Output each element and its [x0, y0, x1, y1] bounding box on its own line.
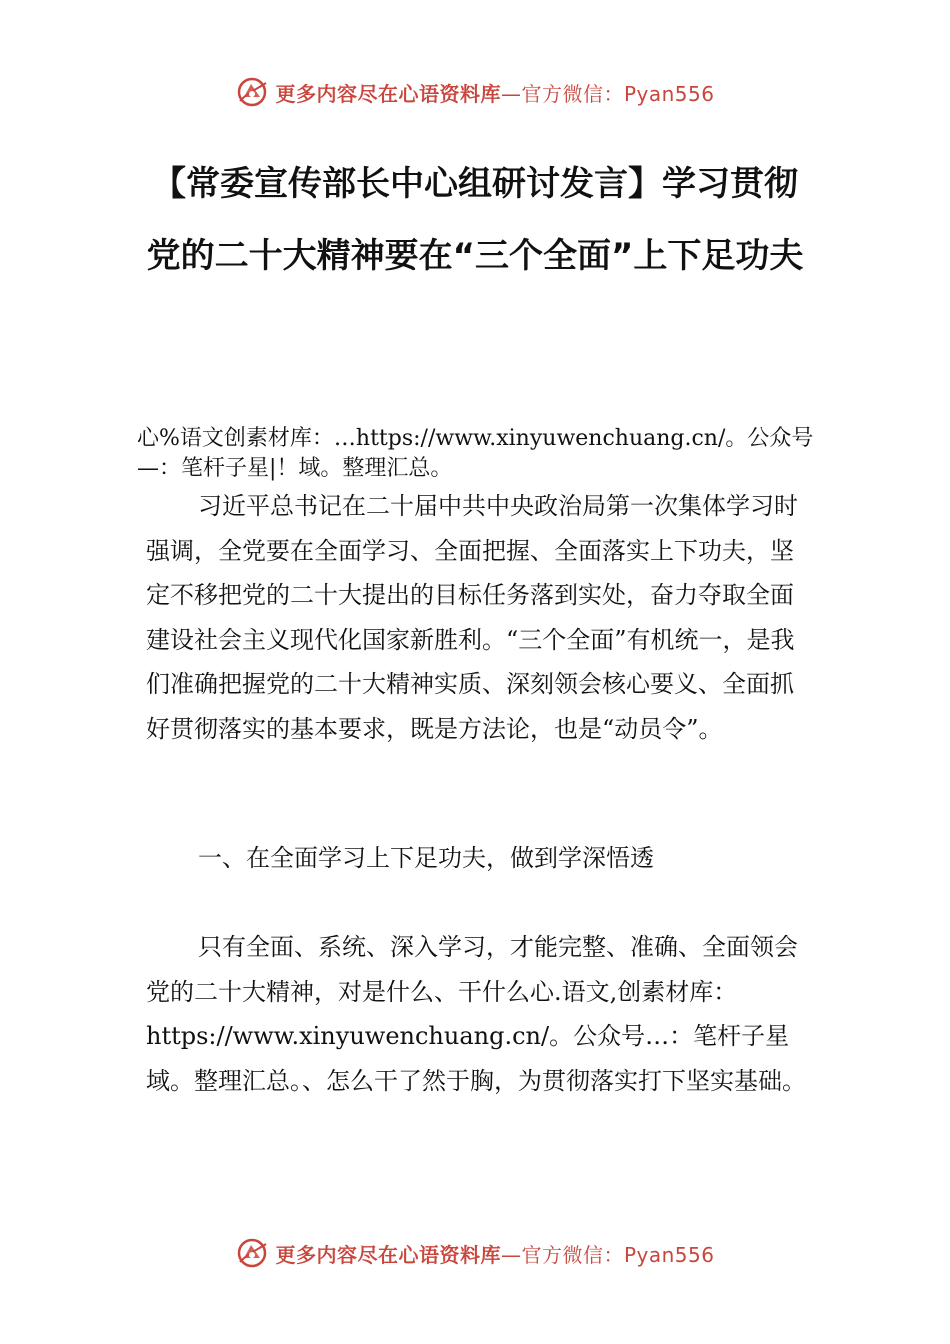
- intro-paragraph: 习近平总书记在二十届中共中央政治局第一次集体学习时强调，全党要在全面学习、全面把握、全面落实上下功夫，坚定不移把党的二十大提出的目标任务落到实处，奋力夺取全面建设社会主义现代化国家新胜利。“三个全面”有机统一，是我们准确把握党的二十大精神实质、深刻领会核心要义、全面抓好贯彻落实的基本要求，既是方法论，也是“动员令”。: [146, 492, 798, 743]
- header-banner-text: 更多内容尽在心语资料库—官方微信：Pyan556: [275, 81, 715, 106]
- section-heading-1: 一、在全面学习上下足功夫，做到学深悟透: [198, 844, 654, 872]
- seal-logo-icon: [235, 1236, 269, 1270]
- footer-banner: [0, 1233, 950, 1273]
- footer-banner-text: 更多内容尽在心语资料库—官方微信：Pyan556: [275, 1242, 715, 1267]
- document-title: 【常委宣传部长中心组研讨发言】学习贯彻党的二十大精神要在“三个全面”上下足功夫: [146, 164, 804, 276]
- source-note: 心%语文创素材库：…https://www.xinyuwenchuang.cn/。公众号—：笔杆子星|！域。整理汇总。: [137, 426, 814, 481]
- header-banner: [0, 72, 950, 112]
- section-1-paragraph: 只有全面、系统、深入学习，才能完整、准确、全面领会党的二十大精神，对是什么、干什么心.语文,创素材库：https://www.xinyuwenchuang.cn/。公众号…：笔杆子星域。整理汇总。、怎么干了然于胸，为贯彻落实打下坚实基础。: [146, 933, 806, 1095]
- seal-logo-icon: [235, 75, 269, 109]
